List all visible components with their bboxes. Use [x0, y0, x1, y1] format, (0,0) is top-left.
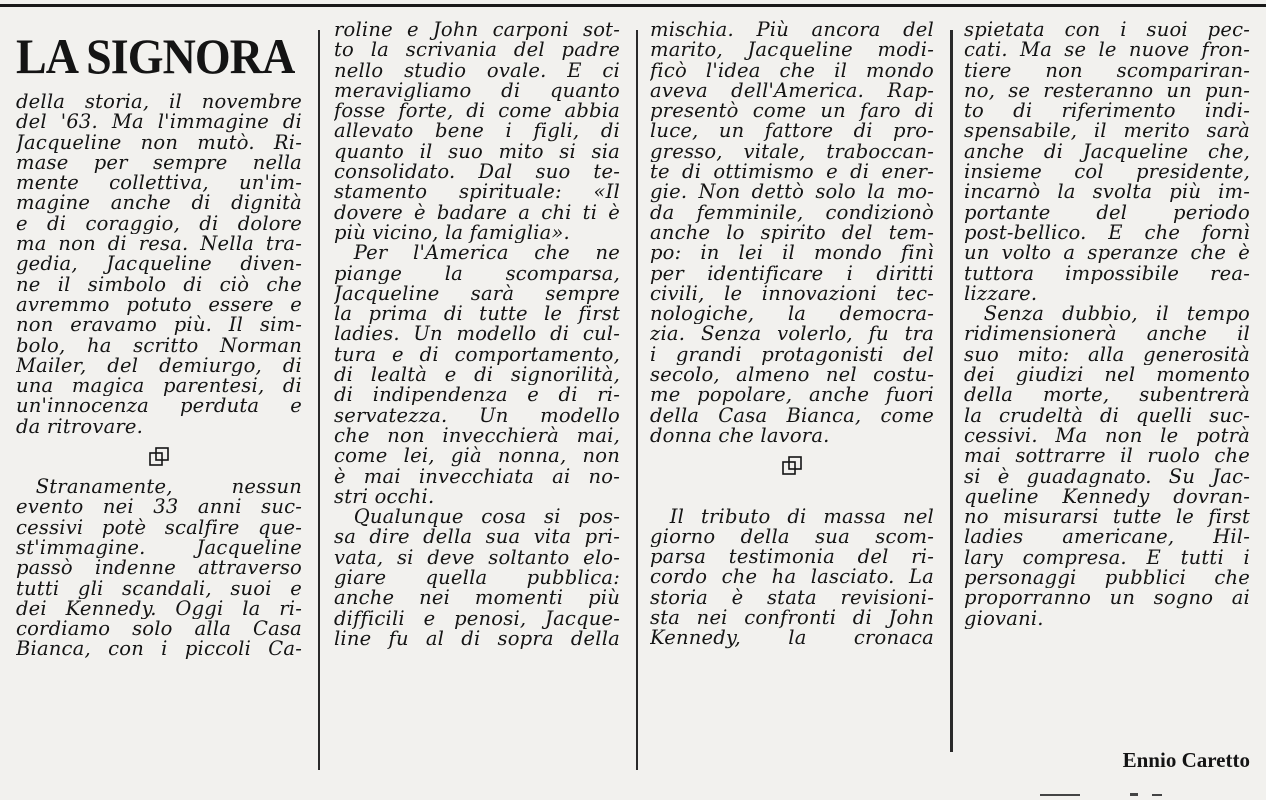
text-line: mente collettiva, un'im- [16, 173, 302, 194]
text-line: sa dire della sua vita pri- [334, 527, 620, 548]
text-line: un'innocenza perduta e [16, 396, 302, 417]
text-line: insieme col presidente, [964, 162, 1250, 183]
text-line: to la scrivania del padre [334, 40, 620, 61]
article-column-4 [964, 20, 1250, 629]
text-line: Bianca, con i piccoli Ca- [16, 639, 302, 660]
text-line: queline Kennedy dovran- [964, 486, 1250, 508]
text-line: personaggi pubblici che [964, 568, 1250, 589]
text-line: presentò come un faro di [650, 101, 934, 122]
text-line: proporranno un sogno ai [964, 588, 1250, 609]
text-line: dei giudizi nel momento [964, 365, 1250, 386]
text-line: Il tributo di massa nel [650, 506, 934, 527]
text-line: Senza dubbio, il tempo [964, 304, 1250, 325]
text-line: donna che lavora. [650, 425, 830, 447]
text-line: gedia, Jacqueline diven- [16, 254, 302, 275]
text-line: incarnò la svolta più im- [964, 182, 1250, 203]
text-line: tiere non scompariran- [964, 60, 1250, 81]
text-line: post-bellico. E che fornì [964, 222, 1250, 244]
text-line: più vicino, la famiglia». [334, 222, 570, 244]
text-line: ne il simbolo di ciò che [16, 274, 302, 295]
text-line: anche di Jacqueline che, [964, 141, 1250, 163]
text-line: luce, un fattore di pro- [650, 121, 934, 142]
text-line: come lei, già nonna, non [334, 446, 620, 467]
text-line: marito, Jacqueline modi- [650, 40, 934, 61]
text-line: consolidato. Dal suo te- [334, 162, 620, 183]
text-line: del '63. Ma l'immagine di [16, 112, 302, 133]
text-line: anche lo spirito del tem- [650, 222, 934, 244]
text-line: nologiche, la democra- [650, 304, 934, 325]
text-line: fosse forte, di come abbia [334, 101, 620, 122]
text-line: ficò l'idea che il mondo [650, 60, 934, 81]
text-line: spensabile, il merito sarà [964, 121, 1250, 142]
text-line: la crudeltà di quelli suc- [964, 405, 1250, 426]
column-rule [636, 30, 638, 770]
text-line: me popolare, anche fuori [650, 385, 934, 406]
text-line: ridimensionerà anche il [964, 324, 1250, 345]
text-line: Stranamente, nessun [16, 477, 302, 498]
text-line: si è guadagnato. Su Jac- [964, 466, 1250, 487]
text-line: e di coraggio, di dolore [16, 213, 302, 235]
text-line: i grandi protagonisti del [650, 344, 934, 366]
text-line: non eravamo più. Il sim- [16, 315, 302, 336]
text-line: allevato bene i figli, di [334, 121, 620, 142]
text-line: evento nei 33 anni suc- [16, 497, 302, 518]
article-column-2 [334, 20, 620, 649]
text-line: Jacqueline sarà sempre [334, 283, 620, 305]
text-line: tura e di comportamento, [334, 344, 620, 366]
text-line: st'immagine. Jacqueline [16, 537, 302, 559]
text-line: Jacqueline non mutò. Ri- [16, 132, 302, 153]
text-line: quanto il suo mito si sia [334, 141, 620, 163]
text-line: lizzare. [964, 283, 1038, 305]
text-line: mase per sempre nella [16, 152, 302, 174]
text-line: cessivi. Ma non le potrà [964, 425, 1250, 447]
article-column-3 [650, 20, 934, 649]
text-line: della Casa Bianca, come [650, 405, 934, 426]
text-line: spietata con i suoi pec- [964, 20, 1250, 41]
text-line: lary compresa. E tutti i [964, 547, 1250, 569]
text-line: Per l'America che ne [334, 243, 620, 264]
text-line: meravigliamo di quanto [334, 80, 620, 102]
text-line: da femminile, condizionò [650, 202, 934, 223]
text-line: portante del periodo [964, 202, 1250, 223]
text-line: la prima di tutte le first [334, 304, 620, 325]
text-line: bolo, ha scritto Norman [16, 335, 302, 356]
text-line: gie. Non dettò solo la mo- [650, 182, 934, 203]
text-line: ladies. Un modello di cul- [334, 324, 620, 345]
text-line: no misurarsi tutte le first [964, 507, 1250, 528]
text-line: piange la scomparsa, [334, 263, 620, 284]
text-line: sta nei confronti di John [650, 608, 934, 629]
text-line: aveva dell'America. Rap- [650, 80, 934, 102]
article-column-1 [16, 28, 302, 660]
author-signature: Ennio Caretto [1122, 748, 1250, 772]
text-line: dovere è badare a chi ti è [334, 202, 620, 223]
text-line: gresso, vitale, traboccan- [650, 141, 934, 163]
text-line: stri occhi. [334, 486, 435, 508]
text-line: di indipendenza e di ri- [334, 385, 620, 406]
overlapping-squares-icon [781, 455, 803, 477]
print-speckle [1040, 792, 1170, 798]
column-rule [950, 30, 953, 752]
section-separator [16, 437, 302, 477]
text-line: difficili e penosi, Jacque- [334, 608, 620, 629]
text-line: è mai invecchiata ai no- [334, 466, 620, 487]
text-line: servatezza. Un modello [334, 405, 620, 426]
text-line: tuttora impossibile rea- [964, 263, 1250, 284]
text-line: da ritrovare. [16, 416, 144, 438]
top-border-rule [0, 4, 1266, 7]
text-line: to di riferimento indi- [964, 101, 1250, 122]
text-line: line fu al di sopra della [334, 628, 620, 650]
text-line: cati. Ma se le nuove fron- [964, 40, 1250, 61]
text-line: zia. Senza volerlo, fu tra [650, 324, 934, 345]
text-line: storia è stata revisioni- [650, 587, 934, 609]
text-line: stamento spirituale: «Il [334, 182, 620, 203]
text-line: una magica parentesi, di [16, 376, 302, 397]
headline: LA SIGNORA [16, 28, 295, 84]
text-line: po: in lei il mondo finì [650, 243, 934, 264]
text-line: vata, si deve soltanto elo- [334, 547, 620, 569]
text-line: cordo che ha lasciato. La [650, 567, 934, 588]
text-line: giorno della sua scom- [650, 526, 934, 548]
text-line: per identificare i diritti [650, 263, 934, 284]
paragraph-gap [650, 486, 934, 506]
section-separator [650, 446, 934, 486]
text-line: mischia. Più ancora del [650, 20, 934, 41]
overlapping-squares-icon [148, 446, 170, 468]
text-line: mai sottrarre il ruolo che [964, 446, 1250, 467]
text-line: ma non di resa. Nella tra- [16, 234, 302, 255]
column-rule [318, 30, 320, 770]
text-line: parsa testimonia del ri- [650, 547, 934, 568]
text-line: magine anche di dignità [16, 193, 302, 214]
text-line: dei Kennedy. Oggi la ri- [16, 598, 302, 620]
text-line: giare quella pubblica: [334, 568, 620, 589]
text-line: giovani. [964, 608, 1044, 629]
text-line: che non invecchierà mai, [334, 425, 620, 447]
text-line: cordiamo solo alla Casa [16, 619, 302, 640]
text-line: cessivi potè scalfire que- [16, 517, 302, 538]
text-line: un volto a speranze che è [964, 243, 1250, 264]
text-line: Mailer, del demiurgo, di [16, 355, 302, 377]
text-line: nello studio ovale. E ci [334, 60, 620, 81]
text-line: secolo, almeno nel costu- [650, 365, 934, 386]
text-line: te di ottimismo e di ener- [650, 162, 934, 183]
text-line: avremmo potuto essere e [16, 294, 302, 316]
text-line: anche nei momenti più [334, 588, 620, 609]
text-line: Kennedy, la cronaca [650, 628, 934, 649]
text-line: passò indenne attraverso [16, 558, 302, 579]
text-line: ladies americane, Hil- [964, 527, 1250, 548]
text-line: tutti gli scandali, suoi e [16, 578, 302, 599]
text-line: suo mito: alla generosità [964, 344, 1250, 366]
text-line: civili, le innovazioni tec- [650, 283, 934, 305]
text-line: roline e John carponi sot- [334, 20, 620, 41]
text-line: di lealtà e di signorilità, [334, 365, 620, 386]
text-line: della storia, il novembre [16, 92, 302, 113]
text-line: Qualunque cosa si pos- [334, 507, 620, 528]
text-line: della morte, subentrerà [964, 385, 1250, 406]
text-line: no, se resteranno un pun- [964, 80, 1250, 102]
